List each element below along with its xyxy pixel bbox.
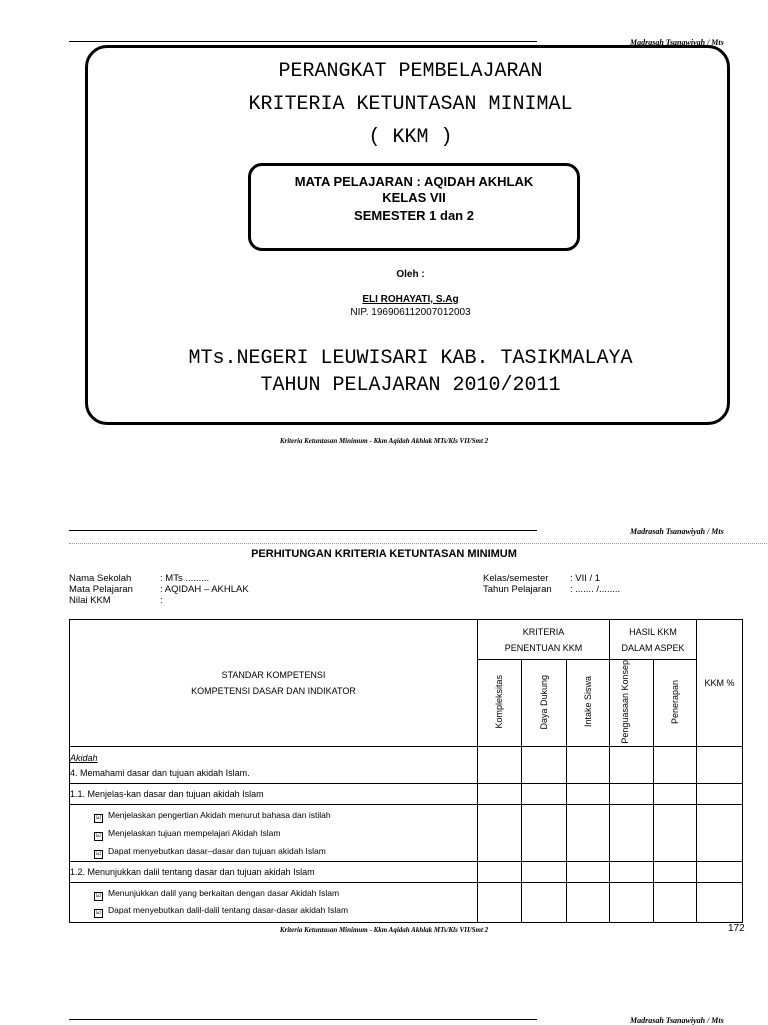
page-number: 172 [728,923,745,934]
sk-text: 4. Memahami dasar dan tujuan akidah Islam. [70,767,250,778]
header-school-type-3: Madrasah Tsanawiyah / Mts [630,1016,724,1025]
table-row [70,783,743,804]
indicator-text: Menjelaskan tujuan mempelajari Akidah Islam [108,827,281,838]
indicator-item [94,902,477,919]
kd1-text: 1.1. Menjelas-kan dasar dan tujuan akidah Islam [70,783,478,804]
checkbox-checked-icon: ☑ [95,893,102,900]
checkbox-checked-icon: ☑ [95,832,102,839]
indicator-item [94,824,477,842]
table-row [70,882,743,922]
subject-line-3: SEMESTER 1 dan 2 [354,208,474,223]
header-standard [70,620,478,747]
cover-title-line-1: PERANGKAT PEMBELAJARAN [278,60,543,83]
info-value-kkm: : [160,595,163,606]
cover-frame [85,45,730,425]
page2-footer: Kriteria Ketuntasan Minimum - Kkm Aqidah Akhlak MTs/Kls VII/Smt 2 [279,926,489,934]
header-school-type: Madrasah Tsanawiyah / Mts [630,38,724,47]
col-penerapan [654,660,697,747]
oleh-label: Oleh : [396,269,425,280]
table-row [70,804,743,861]
info-value-school: : MTs ......... [160,573,210,584]
sk-cell [70,746,478,783]
header-school-type-2: Madrasah Tsanawiyah / Mts [630,527,724,536]
academic-year: TAHUN PELAJARAN 2010/2011 [260,374,561,397]
author-nip: NIP. 196906112007012003 [350,307,471,318]
section-label: Akidah [70,752,98,763]
header-kkm: KKM % [697,620,743,747]
subject-line-1: MATA PELAJARAN : AQIDAH AKHLAK [294,174,534,189]
kd2-text: 1.2. Menunjukkan dalil tentang dasar dan tujuan akidah Islam [70,861,478,882]
header-rule-3 [69,1019,537,1020]
table-header-row-1 [70,620,743,660]
header-hasil-line-2: DALAM ASPEK [621,642,685,653]
header-standard-line-1: STANDAR KOMPETENSI [221,669,326,680]
header-kriteria-line-2: PENENTUAN KKM [504,642,583,653]
col-kompleksitas [478,660,522,747]
indicator-text: Menjelaskan pengertian Akidah menurut bahasa dan istilah [108,809,331,820]
checkbox-checked-icon: ☑ [95,910,102,917]
page2-title: PERHITUNGAN KRITERIA KETUNTASAN MINIMUM [251,548,517,560]
kkm-table [69,619,743,923]
info-label-subject: Mata Pelajaran [69,584,133,595]
indicator-item [94,885,477,902]
table-row [70,746,743,783]
cover-title-line-3: ( KKM ) [368,126,453,149]
header-rule-2 [69,530,537,531]
subject-line-2: KELAS VII [382,190,446,205]
col-intake-siswa [567,660,610,747]
header-rule [69,41,537,42]
col-intake-siswa-label: Intake Siswa [582,676,593,728]
header-standard-line-2: KOMPETENSI DASAR DAN INDIKATOR [191,685,356,696]
info-label-kkm: Nilai KKM [69,595,111,606]
info-value-subject: : AQIDAH – AKHLAK [160,584,249,595]
header-hasil-line-1: HASIL KKM [629,626,677,637]
checkbox-checked-icon: ☑ [95,850,102,857]
col-penguasaan-konsep [610,660,654,747]
ind2-cell [70,882,478,922]
col-penerapan-label: Penerapan [669,679,680,724]
checkbox-checked-icon: ☑ [95,814,102,821]
header-kriteria [478,620,610,660]
indicator-text: Dapat menyebutkan dasar–dasar dan tujuan akidah Islam [108,845,326,856]
table-row [70,861,743,882]
page-separator [69,543,768,544]
author-name: ELI ROHAYATI, S.Ag [362,294,459,305]
header-hasil [610,620,697,660]
cover-footer: Kriteria Ketuntasan Minimum - Kkm Aqidah Akhlak MTs/Kls VII/Smt 2 [279,437,489,445]
cover-title-line-2: KRITERIA KETUNTASAN MINIMAL [248,93,573,116]
col-penguasaan-konsep-label: Penguasaan Konsep [619,660,630,744]
indicator-item [94,842,477,860]
col-daya-dukung-label: Daya Dukung [538,674,549,730]
info-label-class: Kelas/semester [483,573,549,584]
info-label-school: Nama Sekolah [69,573,132,584]
info-value-class: : VII / 1 [570,573,601,584]
ind1-cell [70,804,478,861]
col-daya-dukung [522,660,567,747]
info-label-year: Tahun Pelajaran [483,584,552,595]
indicator-item [94,806,477,824]
indicator-text: Dapat menyebutkan dalil-dalil tentang dasar-dasar akidah Islam [108,905,349,916]
school-name: MTs.NEGERI LEUWISARI KAB. TASIKMALAYA [188,347,633,370]
col-kompleksitas-label: Kompleksitas [494,675,504,729]
indicator-text: Menunjukkan dalil yang berkaitan dengan dasar Akidah Islam [108,888,340,899]
info-value-year: : ....... /........ [570,584,621,595]
header-kriteria-line-1: KRITERIA [522,626,565,637]
subject-box [248,163,580,251]
